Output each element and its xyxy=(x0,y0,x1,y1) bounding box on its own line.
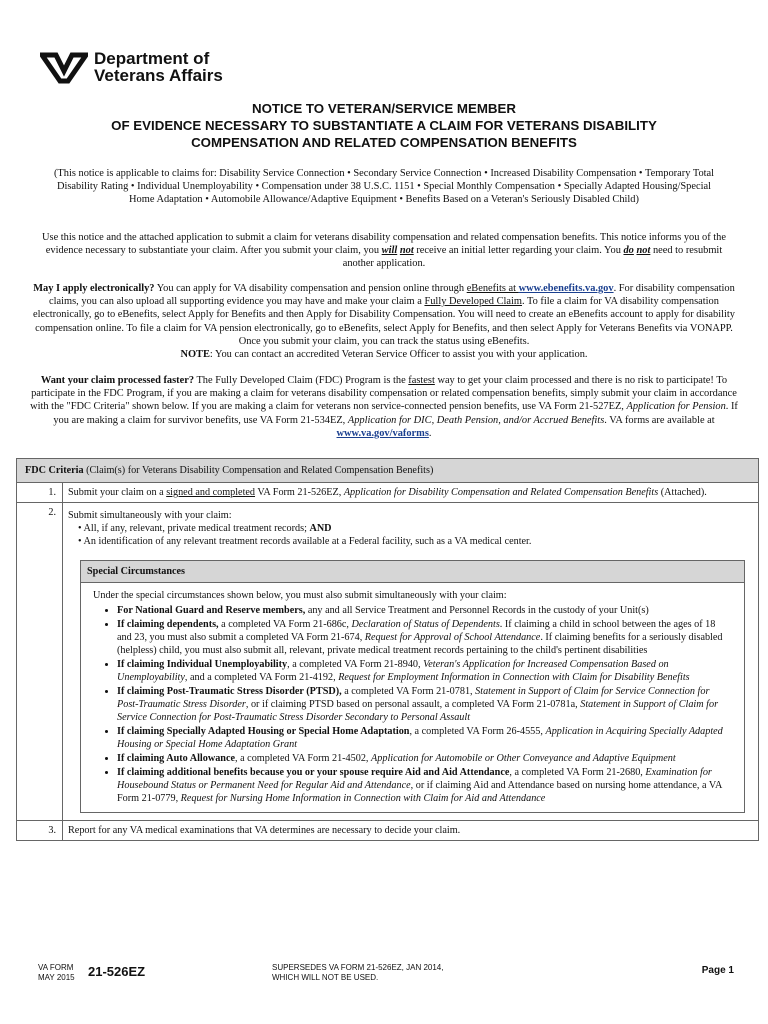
fdc-row-3: 3. Report for any VA medical examinations that VA determines are necessary to decide your claim. xyxy=(17,821,759,841)
faster-processing-paragraph: Want your claim processed faster? The Fully Developed Claim (FDC) Program is the fastest way to get your claim processed and there is no risk to participate! To participate in the FDC Program, if you are making a claim for veterans disability compensation or related compensation benefits, simply submit your claim in accordance with the "FDC Criteria" shown below. If you are making a claim for veterans non service-connected pension benefits, use VA Form 21-527EZ, Application for Pension. If you are making a claim for survivor benefits, use VA Form 21-534EZ, Application for DIC, Death Pension, and/or Accrued Benefits. VA forms are available at www.va.gov/vaforms. xyxy=(30,375,738,439)
form-number: 21-526EZ xyxy=(88,964,146,979)
fdc-row-1: 1. Submit your claim on a signed and completed VA Form 21-526EZ, Application for Disability Compensation and Related Compensation Benefits (Attached). xyxy=(17,483,759,503)
fdc-link[interactable]: Fully Developed Claim xyxy=(424,296,522,308)
list-item: • If claiming Post-Traumatic Stress Disorder (PTSD), a completed VA Form 21-0781, Statement in Support of Claim for Service Connection for Post-Traumatic Stress Disorder, or if claiming PTSD based on personal assault, a completed VA Form 21-0781a, Statement in Support of Claim for Service Connection for Post-Traumatic Stress Disorder Secondary to Personal Assault xyxy=(117,685,732,724)
list-item: • If claiming dependents, a completed VA Form 21-686c, Declaration of Status of Dependents. If claiming a child in school between the ages of 18 and 23, you must also submit a completed VA Form 21-674, Request for Approval of School Attendance. If claiming benefits for a seriously disabled (helpless) child, you must also submit all, relevant, private medical treatment records pertaining to the child's pertinent disabilities xyxy=(117,618,732,657)
vaforms-link[interactable]: www.va.gov/vaforms xyxy=(336,427,429,439)
special-circumstances-title: Special Circumstances xyxy=(81,561,744,583)
form-footer xyxy=(20,963,748,993)
va-logo xyxy=(40,44,223,90)
applicability-paragraph: (This notice is applicable to claims for: Disability Service Connection • Secondary Service Connection • Increased Disability Compensation • Temporary Total Disability Rating • Individual Unemployability • Compensation under 38 U.S.C. 1151 • Special Monthly Compensation • Specially Adapted Housing/Special Home Adaptation • Automobile Allowance/Adaptive Equipment • Benefits Based on a Veteran's Seriously Disabled Child) xyxy=(53,168,715,206)
fdc-row-2: 2. Submit simultaneously with your claim: • All, if any, relevant, private medical treatment records; AND • An identification of any relevant treatment records available at a Federal facility, such as a VA medical center. Special Circumstances Under the special circumstances shown below, you must also submit simultaneously with your claim: • For National Guard and Reserve members, any and all Service Treatment and Personnel Records in the custody of your Unit(s) • If claiming dependents, a completed VA Form 21-686c, Declaration of Status of Dependents. If claiming a child in school between the ages of 18 and 23, you must also submit a completed VA Form 21-674, Request for Approval of School Attendance. If claiming benefits for a seriously disabled (helpless) child, you must also submit all, relevant, private medical treatment records pertaining to the child's pertinent disabilities • If claiming Individual Unemployability, a completed VA Form 21-8940, Veteran's Application for Increased Compensation Based on Unemployability, and a completed VA Form 21-4192, Request for Employment Information in Connection with Claim for Disability Benefits • If claiming Post-Traumatic Stress Disorder (PTSD), a completed VA Form 21-0781, Statement in Support of Claim for Service Connection for Post-Traumatic Stress Disorder, or if claiming PTSD based on personal assault, a completed VA Form 21-0781a, Statement in Support of Claim for Service Connection for Post-Traumatic Stress Disorder Secondary to Personal Assault • If claiming Specially Adapted Housing or Special Home Adaptation, a completed VA Form 26-4555, Application in Acquiring Specially Adapted Housing or Special Home Adaptation Grant • If claiming Auto Allowance, a completed VA Form 21-4502, Application for Automobile or Other Conveyance and Adaptive Equipment • If claiming additional benefits because you or your spouse require Aid and Aid Attendance, a completed VA Form 21-2680, Examination for Housebound Status or Permanent Need for Regular Aid and Attendance, or if claiming Aid and Attendance based on nursing home attendance, a VA Form 21-0779, Request for Nursing Home Information in Connection with Claim for Aid and Attendance xyxy=(17,503,759,821)
department-name: Department of Veterans Affairs xyxy=(94,49,223,85)
special-circumstances-box: Special Circumstances Under the special circumstances shown below, you must also submit simultaneously with your claim: • For National Guard and Reserve members, any and all Service Treatment and Personnel Records in the custody of your Unit(s) • If claiming dependents, a completed VA Form 21-686c, Declaration of Status of Dependents. If claiming a child in school between the ages of 18 and 23, you must also submit a completed VA Form 21-674, Request for Approval of School Attendance. If claiming benefits for a seriously disabled (helpless) child, you must also submit all, relevant, private medical treatment records pertaining to the child's pertinent disabilities • If claiming Individual Unemployability, a completed VA Form 21-8940, Veteran's Application for Increased Compensation Based on Unemployability, and a completed VA Form 21-4192, Request for Employment Information in Connection with Claim for Disability Benefits • If claiming Post-Traumatic Stress Disorder (PTSD), a completed VA Form 21-0781, Statement in Support of Claim for Service Connection for Post-Traumatic Stress Disorder, or if claiming PTSD based on personal assault, a completed VA Form 21-0781a, Statement in Support of Claim for Service Connection for Post-Traumatic Stress Disorder Secondary to Personal Assault • If claiming Specially Adapted Housing or Special Home Adaptation, a completed VA Form 26-4555, Application in Acquiring Specially Adapted Housing or Special Home Adaptation Grant • If claiming Auto Allowance, a completed VA Form 21-4502, Application for Automobile or Other Conveyance and Adaptive Equipment • If claiming additional benefits because you or your spouse require Aid and Aid Attendance, a completed VA Form 21-2680, Examination for Housebound Status or Permanent Need for Regular Aid and Attendance, or if claiming Aid and Attendance based on nursing home attendance, a VA Form 21-0779, Request for Nursing Home Information in Connection with Claim for Aid and Attendance xyxy=(80,560,745,813)
list-item: • If claiming Specially Adapted Housing or Special Home Adaptation, a completed VA Form 26-4555, Application in Acquiring Specially Adapted Housing or Special Home Adaptation Grant xyxy=(117,725,732,751)
fdc-criteria-header: FDC Criteria (Claim(s) for Veterans Disability Compensation and Related Compensation Benefits) xyxy=(17,459,759,483)
page-number: Page 1 xyxy=(701,965,734,976)
list-item: • If claiming Auto Allowance, a completed VA Form 21-4502, Application for Automobile or Other Conveyance and Adaptive Equipment xyxy=(117,752,732,765)
fdc-criteria-table xyxy=(16,458,759,841)
supersedes-note: SUPERSEDES VA FORM 21-526EZ, JAN 2014, WHICH WILL NOT BE USED. xyxy=(272,963,444,982)
form-id-label: VA FORM MAY 2015 xyxy=(38,963,75,982)
special-circumstances-list xyxy=(93,604,732,805)
apply-electronically-paragraph: May I apply electronically? You can apply for VA disability compensation and pension online through eBenefits at www.ebenefits.va.gov. For disability compensation claims, you can also upload all supporting evidence you may have and make your claim a Fully Developed Claim. To file a claim for VA disability compensation electronically, go to eBenefits, select Apply for Benefits and then Apply for Disability Compensation. You will need to create an eBenefits account to apply for disability compensation online. To file a claim for VA pension electronically, go to eBenefits, select Apply for Benefits, and then select Apply for Veterans Benefits via VONAPP. Once you submit your claim, you can track the status using eBenefits. NOTE: You can contact an accredited Veteran Service Officer to assist you with your application. xyxy=(33,283,735,361)
list-item: • If claiming Individual Unemployability, a completed VA Form 21-8940, Veteran's Application for Increased Compensation Based on Unemployability, and a completed VA Form 21-4192, Request for Employment Information in Connection with Claim for Disability Benefits xyxy=(117,658,732,684)
list-item: • If claiming additional benefits because you or your spouse require Aid and Aid Attendance, a completed VA Form 21-2680, Examination for Housebound Status or Permanent Need for Regular Aid and Attendance, or if claiming Aid and Attendance based on nursing home attendance, a VA Form 21-0779, Request for Nursing Home Information in Connection with Claim for Aid and Attendance xyxy=(117,766,732,805)
list-item: • For National Guard and Reserve members, any and all Service Treatment and Personnel Records in the custody of your Unit(s) xyxy=(117,604,732,617)
use-notice-paragraph: Use this notice and the attached application to submit a claim for veterans disability compensation and related compensation benefits. This notice informs you of the evidence necessary to substantiate your claim. After you submit your claim, you will not receive an initial letter regarding your claim. You do not need to resubmit another application. xyxy=(42,232,726,270)
ebenefits-link[interactable]: www.ebenefits.va.gov xyxy=(518,283,614,294)
notice-title: NOTICE TO VETERAN/SERVICE MEMBER OF EVIDENCE NECESSARY TO SUBSTANTIATE A CLAIM FOR VETERANS DISABILITY COMPENSATION AND RELATED COMPENSATION BENEFITS xyxy=(111,101,657,150)
va-seal-icon xyxy=(40,49,88,85)
